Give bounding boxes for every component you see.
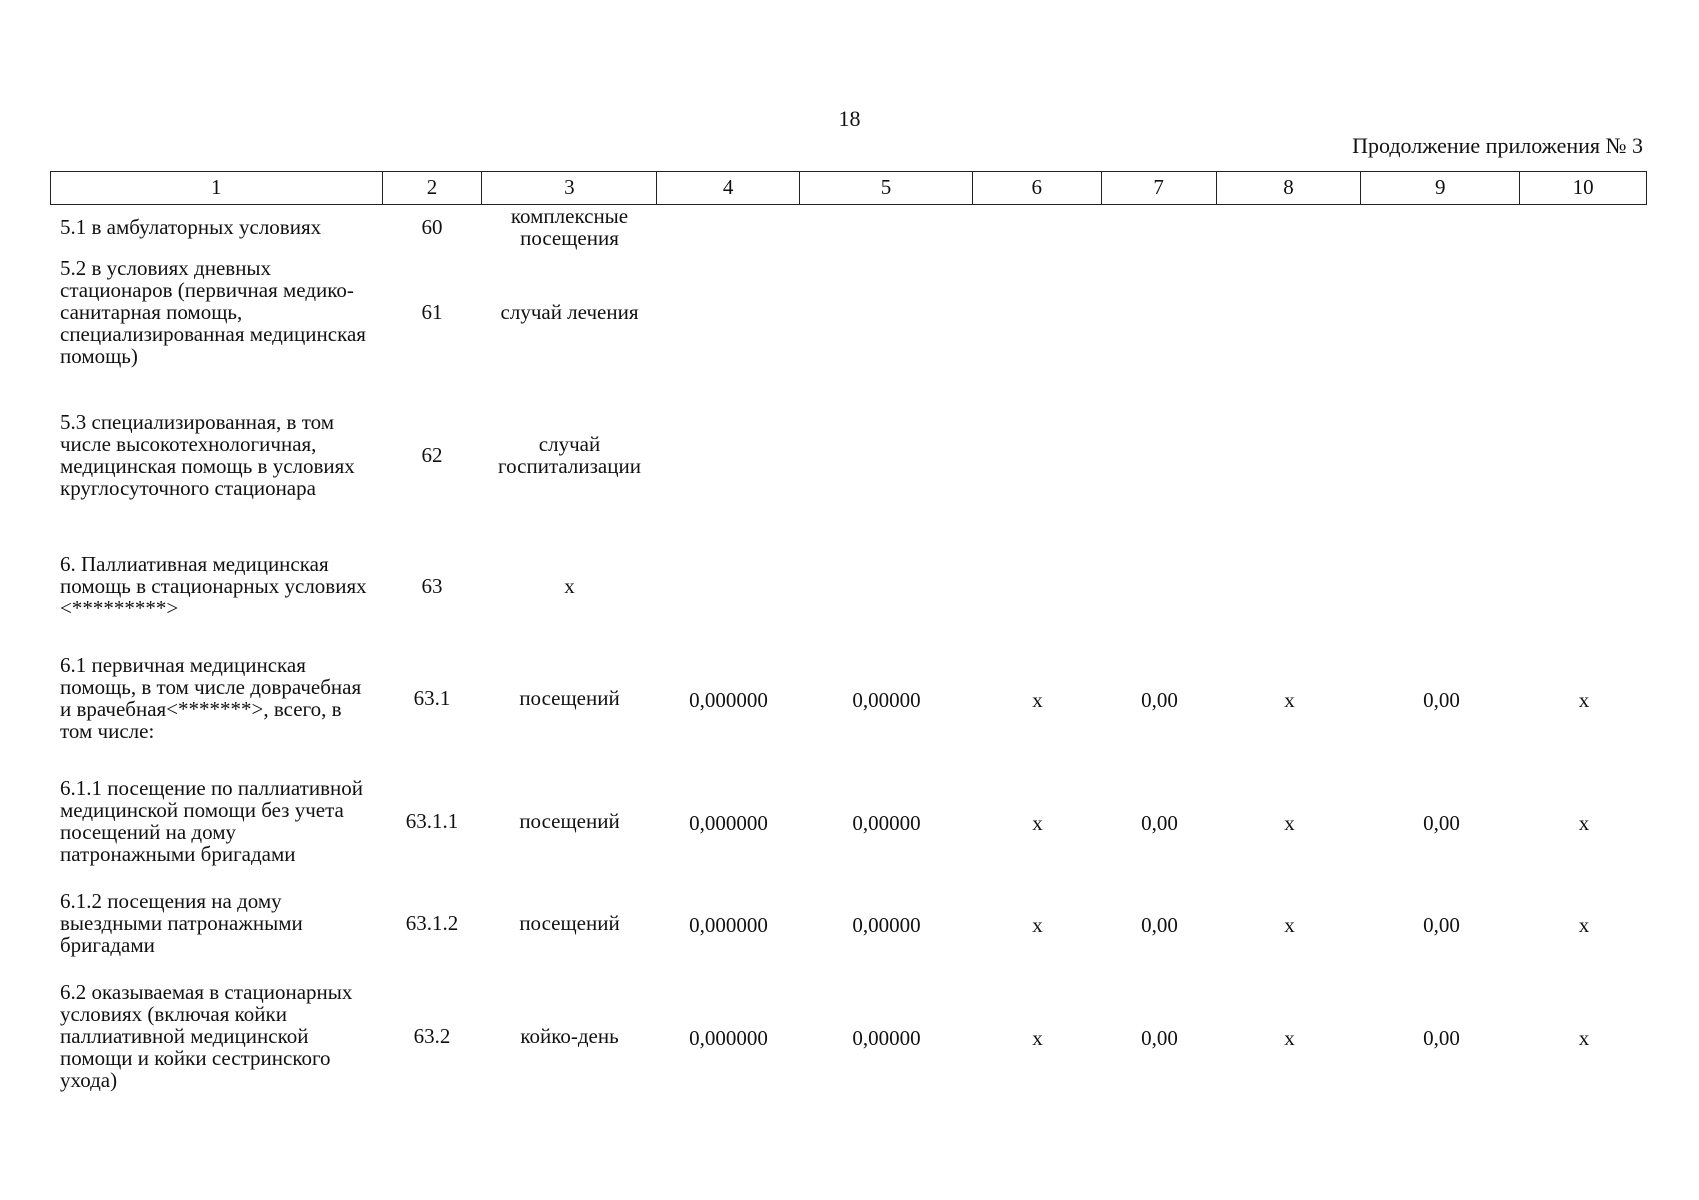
row-col-5: 0,00000 xyxy=(852,913,921,937)
page-number: 18 xyxy=(838,106,861,131)
row-name: 5.2 в условиях дневных стационаров (первичная медико-санитарная помощь, специализированная медицинская помощь) xyxy=(60,256,366,368)
row-col-7: 0,00 xyxy=(1141,913,1178,937)
row-col-9: 0,00 xyxy=(1423,913,1460,937)
header-col-1: 1 xyxy=(51,172,383,204)
row-unit: посещений xyxy=(519,809,620,833)
row-col-10: х xyxy=(1578,1026,1590,1050)
row-col-6: х xyxy=(1032,913,1043,937)
row-name: 5.3 специализированная, в том числе высокотехнологичная, медицинская помощь в условиях круглосуточного стационара xyxy=(60,410,355,500)
table-row xyxy=(50,759,1647,883)
row-name: 6.1.1 посещение по паллиативной медицинской помощи без учета посещений на дому патронажными бригадами xyxy=(60,776,363,866)
row-name: 6. Паллиативная медицинская помощь в стационарных условиях <*********> xyxy=(60,552,367,620)
row-code: 63.1 xyxy=(413,686,451,710)
header-col-7: 7 xyxy=(1102,172,1217,204)
header-col-5: 5 xyxy=(800,172,973,204)
table-row xyxy=(50,375,1647,535)
row-col-6: х xyxy=(1032,811,1043,835)
table-row xyxy=(50,249,1647,375)
row-col-4: 0,000000 xyxy=(689,913,768,937)
row-col-5: 0,00000 xyxy=(852,688,921,712)
row-unit: х xyxy=(564,574,575,598)
row-col-4: 0,000000 xyxy=(689,1026,768,1050)
row-col-8: х xyxy=(1284,913,1295,937)
row-code: 63 xyxy=(421,574,443,598)
row-col-8: х xyxy=(1284,688,1295,712)
row-unit: комплексные посещения xyxy=(510,204,629,250)
table-row xyxy=(50,963,1647,1109)
row-col-7: 0,00 xyxy=(1141,1026,1178,1050)
header-col-6: 6 xyxy=(973,172,1102,204)
row-unit: койко-день xyxy=(520,1024,619,1048)
header-col-4: 4 xyxy=(657,172,800,204)
row-col-9: 0,00 xyxy=(1423,811,1460,835)
table-row xyxy=(50,535,1647,637)
row-col-8: х xyxy=(1284,811,1295,835)
row-code: 62 xyxy=(421,443,443,467)
table-row xyxy=(50,637,1647,759)
row-col-4: 0,000000 xyxy=(689,811,768,835)
row-unit: посещений xyxy=(519,911,620,935)
continuation-label: Продолжение приложения № 3 xyxy=(1352,133,1643,158)
row-code: 63.1.1 xyxy=(405,809,459,833)
row-col-6: х xyxy=(1032,1026,1043,1050)
header-col-8: 8 xyxy=(1217,172,1362,204)
header-col-10: 10 xyxy=(1572,175,1594,199)
header-col-9: 9 xyxy=(1361,172,1520,204)
row-col-10: х xyxy=(1578,811,1590,835)
row-unit: случай госпитализации xyxy=(498,432,641,478)
row-unit: посещений xyxy=(519,686,620,710)
table-body xyxy=(50,205,1647,1109)
header-col-3: 3 xyxy=(482,172,657,204)
row-name: 5.1 в амбулаторных условиях xyxy=(60,215,322,239)
row-col-8: х xyxy=(1284,1026,1295,1050)
row-col-10: х xyxy=(1578,913,1590,937)
row-col-10: х xyxy=(1578,688,1590,712)
row-unit: случай лечения xyxy=(500,300,639,324)
row-code: 63.2 xyxy=(413,1024,451,1048)
row-col-7: 0,00 xyxy=(1141,811,1178,835)
row-col-4: 0,000000 xyxy=(689,688,768,712)
row-col-9: 0,00 xyxy=(1423,688,1460,712)
row-col-9: 0,00 xyxy=(1423,1026,1460,1050)
table-row xyxy=(50,205,1647,249)
table-header-row xyxy=(50,171,1647,205)
row-code: 63.1.2 xyxy=(405,911,459,935)
table-row xyxy=(50,883,1647,963)
row-col-5: 0,00000 xyxy=(852,1026,921,1050)
row-code: 60 xyxy=(421,215,443,239)
header-col-2: 2 xyxy=(383,172,483,204)
row-col-6: х xyxy=(1032,688,1043,712)
row-name: 6.1 первичная медицинская помощь, в том числе доврачебная и врачебная<*******>, всего, в том числе: xyxy=(60,653,362,743)
row-name: 6.1.2 посещения на дому выездными патронажными бригадами xyxy=(60,889,303,957)
row-col-7: 0,00 xyxy=(1141,688,1178,712)
row-col-5: 0,00000 xyxy=(852,811,921,835)
row-code: 61 xyxy=(421,300,443,324)
row-name: 6.2 оказываемая в стационарных условиях (включая койки паллиативной медицинской помощи и койки сестринского ухода) xyxy=(60,980,353,1092)
